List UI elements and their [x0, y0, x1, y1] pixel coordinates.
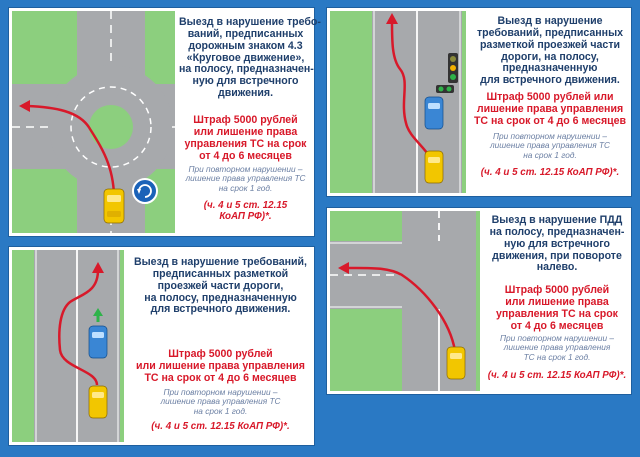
blue-car-icon — [425, 97, 443, 129]
panel-1-fine: Штраф 5000 рублей или лишение права управления ТС на срок от 4 до 6 месяцев — [184, 114, 307, 162]
yellow-car-icon — [447, 347, 465, 379]
panel-2-law: (ч. 4 и 5 ст. 12.15 КоАП РФ)*. — [480, 167, 620, 178]
yellow-car-icon — [89, 386, 107, 418]
panel-4-law: (ч. 4 и 5 ст. 12.15 КоАП РФ)*. — [487, 370, 627, 381]
panel-2-fine: Штраф 5000 рублей или лишение права управления ТС на срок от 4 до 6 месяцев — [473, 91, 627, 127]
overtaking-illustration — [12, 250, 124, 442]
panel-3-fine: Штраф 5000 рублей или лишение права управления ТС на срок от 4 до 6 месяцев — [136, 348, 305, 384]
scene-left-turn — [330, 211, 480, 391]
panel-2-heading: Выезд в нарушение требований, предписанных разметкой проезжей части дороги, на полосу, предназначенную для встречного движения. — [476, 15, 624, 87]
panel-2-note: При повторном нарушении – лишение права управления ТС на срок 1 год. — [489, 131, 611, 160]
yellow-car-icon — [425, 151, 443, 183]
panel-3-note: При повторном нарушении – лишение права управления ТС на срок 1 год. — [160, 387, 281, 416]
roundabout-sign-icon — [133, 179, 157, 203]
panel-3-law: (ч. 4 и 5 ст. 12.15 КоАП РФ)*. — [151, 421, 290, 432]
scene-traffic-light — [330, 11, 466, 193]
panel-1-heading: Выезд в нарушение требо- ваний, предписанных дорожным знаком 4.3 «Круговое движение», на полосу, предназначен- ную для встречного движения. — [179, 16, 321, 100]
panel-4-heading: Выезд в нарушение ПДД на полосу, предназначен- ную для встречного движения, при повороте налево. — [489, 214, 625, 274]
panel-3-heading: Выезд в нарушение требований, предписанных разметкой проезжей части дороги, на полосу, предназначенную для встречного движения. — [133, 256, 308, 316]
panel-4-fine: Штраф 5000 рублей или лишение права управления ТС на срок от 4 до 6 месяцев — [496, 284, 618, 332]
scene-roundabout — [12, 11, 175, 233]
yellow-car-icon — [104, 189, 124, 223]
panel-1-note: При повторном нарушении – лишение права управления ТС на срок 1 год. — [185, 164, 306, 193]
panel-roundabout — [8, 7, 321, 237]
left-turn-illustration — [330, 211, 480, 391]
scene-overtaking — [12, 250, 124, 442]
panel-traffic-light — [326, 7, 632, 197]
panel-4-note: При повторном нарушении – лишение права управления ТС на срок 1 год. — [499, 333, 615, 362]
panel-left-turn — [326, 207, 632, 395]
roundabout-illustration — [12, 11, 175, 233]
traffic-light-illustration — [330, 11, 466, 193]
panel-overtaking — [8, 246, 315, 446]
panel-1-law: (ч. 4 и 5 ст. 12.15 КоАП РФ)*. — [203, 200, 288, 222]
blue-car-icon — [89, 326, 107, 358]
